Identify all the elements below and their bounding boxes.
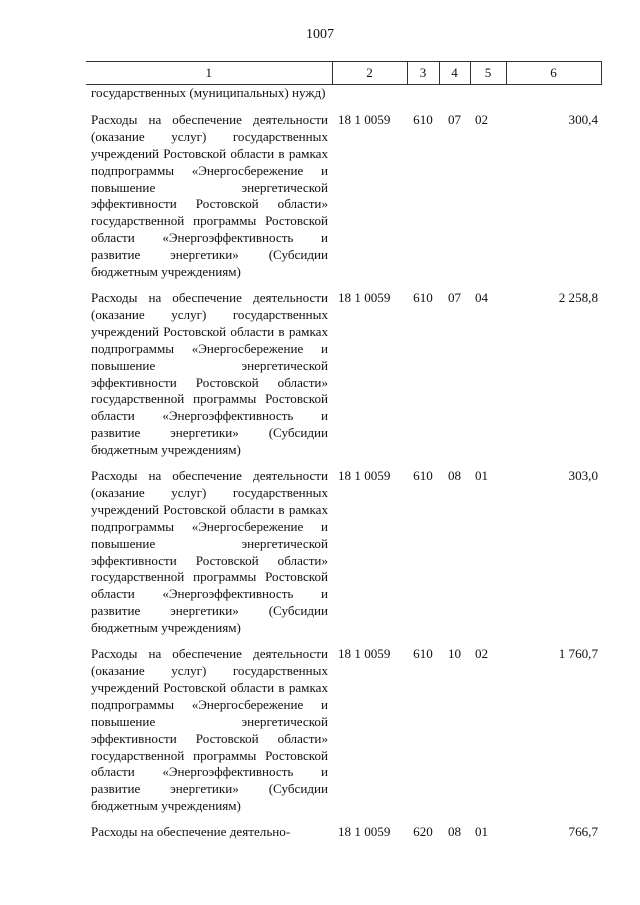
row-target-code: 18 1 0059	[338, 646, 391, 662]
row-amount	[506, 85, 601, 112]
row-subsection: 01	[475, 824, 489, 840]
row-subsection: 01	[475, 468, 489, 484]
row-target-code: 18 1 0059	[338, 468, 391, 484]
column-header-5: 5	[470, 62, 506, 85]
budget-table	[86, 61, 602, 850]
table-row	[86, 646, 601, 824]
column-header-2: 2	[332, 62, 407, 85]
row-section: 10	[447, 646, 462, 662]
row-target-code	[332, 85, 407, 112]
row-description: Расходы на обеспечение деятельно-	[91, 824, 291, 840]
row-amount: 1 760,7	[558, 646, 598, 662]
table-row	[86, 824, 601, 850]
row-expense-type: 610	[413, 468, 433, 484]
row-expense-type: 610	[413, 111, 433, 127]
row-description: Расходы на обеспечение деятельности (оказание услуг) государственных учреждений Ростовской области в рамках подпрограммы «Энергосбережение и повышение энергетической эффективности Ростовской области» государственной программы Ростовской области «Энергоэффективность и развитие энергетики» (Субсидии бюджетным учреждениям)	[91, 646, 328, 814]
table-header-row	[86, 62, 601, 85]
row-subsection	[470, 85, 506, 112]
row-amount: 766,7	[568, 824, 598, 840]
row-expense-type	[407, 85, 439, 112]
row-description: Расходы на обеспечение деятельности (оказание услуг) государственных учреждений Ростовской области в рамках подпрограммы «Энергосбережение и повышение энергетической эффективности Ростовской области» государственной программы Ростовской области «Энергоэффективность и развитие энергетики» (Субсидии бюджетным учреждениям)	[91, 289, 328, 458]
row-target-code: 18 1 0059	[338, 824, 391, 840]
row-subsection: 02	[475, 111, 489, 127]
column-header-6: 6	[506, 62, 601, 85]
row-target-code: 18 1 0059	[338, 111, 391, 127]
table-row	[86, 290, 601, 468]
row-description: Расходы на обеспечение деятельности (оказание услуг) государственных учреждений Ростовской области в рамках подпрограммы «Энергосбережение и повышение энергетической эффективности Ростовской области» государственной программы Ростовской области «Энергоэффективность и развитие энергетики» (Субсидии бюджетным учреждениям)	[91, 468, 328, 636]
row-section: 08	[447, 824, 462, 840]
table-row	[86, 468, 601, 646]
row-section	[439, 85, 470, 112]
column-header-1: 1	[86, 62, 332, 85]
row-expense-type: 610	[413, 646, 433, 662]
row-amount: 300,4	[568, 111, 598, 127]
row-amount: 303,0	[568, 468, 598, 484]
row-amount: 2 258,8	[558, 289, 598, 305]
row-target-code: 18 1 0059	[338, 289, 391, 305]
table-row	[86, 112, 601, 290]
page-number: 1007	[306, 27, 334, 42]
row-subsection: 02	[475, 646, 489, 662]
row-expense-type: 610	[413, 289, 433, 305]
row-description: Расходы на обеспечение деятельности (оказание услуг) государственных учреждений Ростовской области в рамках подпрограммы «Энергосбережение и повышение энергетической эффективности Ростовской области» государственной программы Ростовской области «Энергоэффективность и развитие энергетики» (Субсидии бюджетным учреждениям)	[91, 111, 328, 280]
row-section: 08	[447, 468, 462, 484]
row-section: 07	[447, 289, 462, 305]
column-header-3: 3	[407, 62, 439, 85]
row-section: 07	[447, 111, 462, 127]
row-description: государственных (муниципальных) нужд)	[91, 85, 326, 100]
column-header-4: 4	[439, 62, 470, 85]
row-expense-type: 620	[413, 824, 433, 840]
table-row	[86, 85, 601, 112]
row-subsection: 04	[475, 289, 489, 305]
